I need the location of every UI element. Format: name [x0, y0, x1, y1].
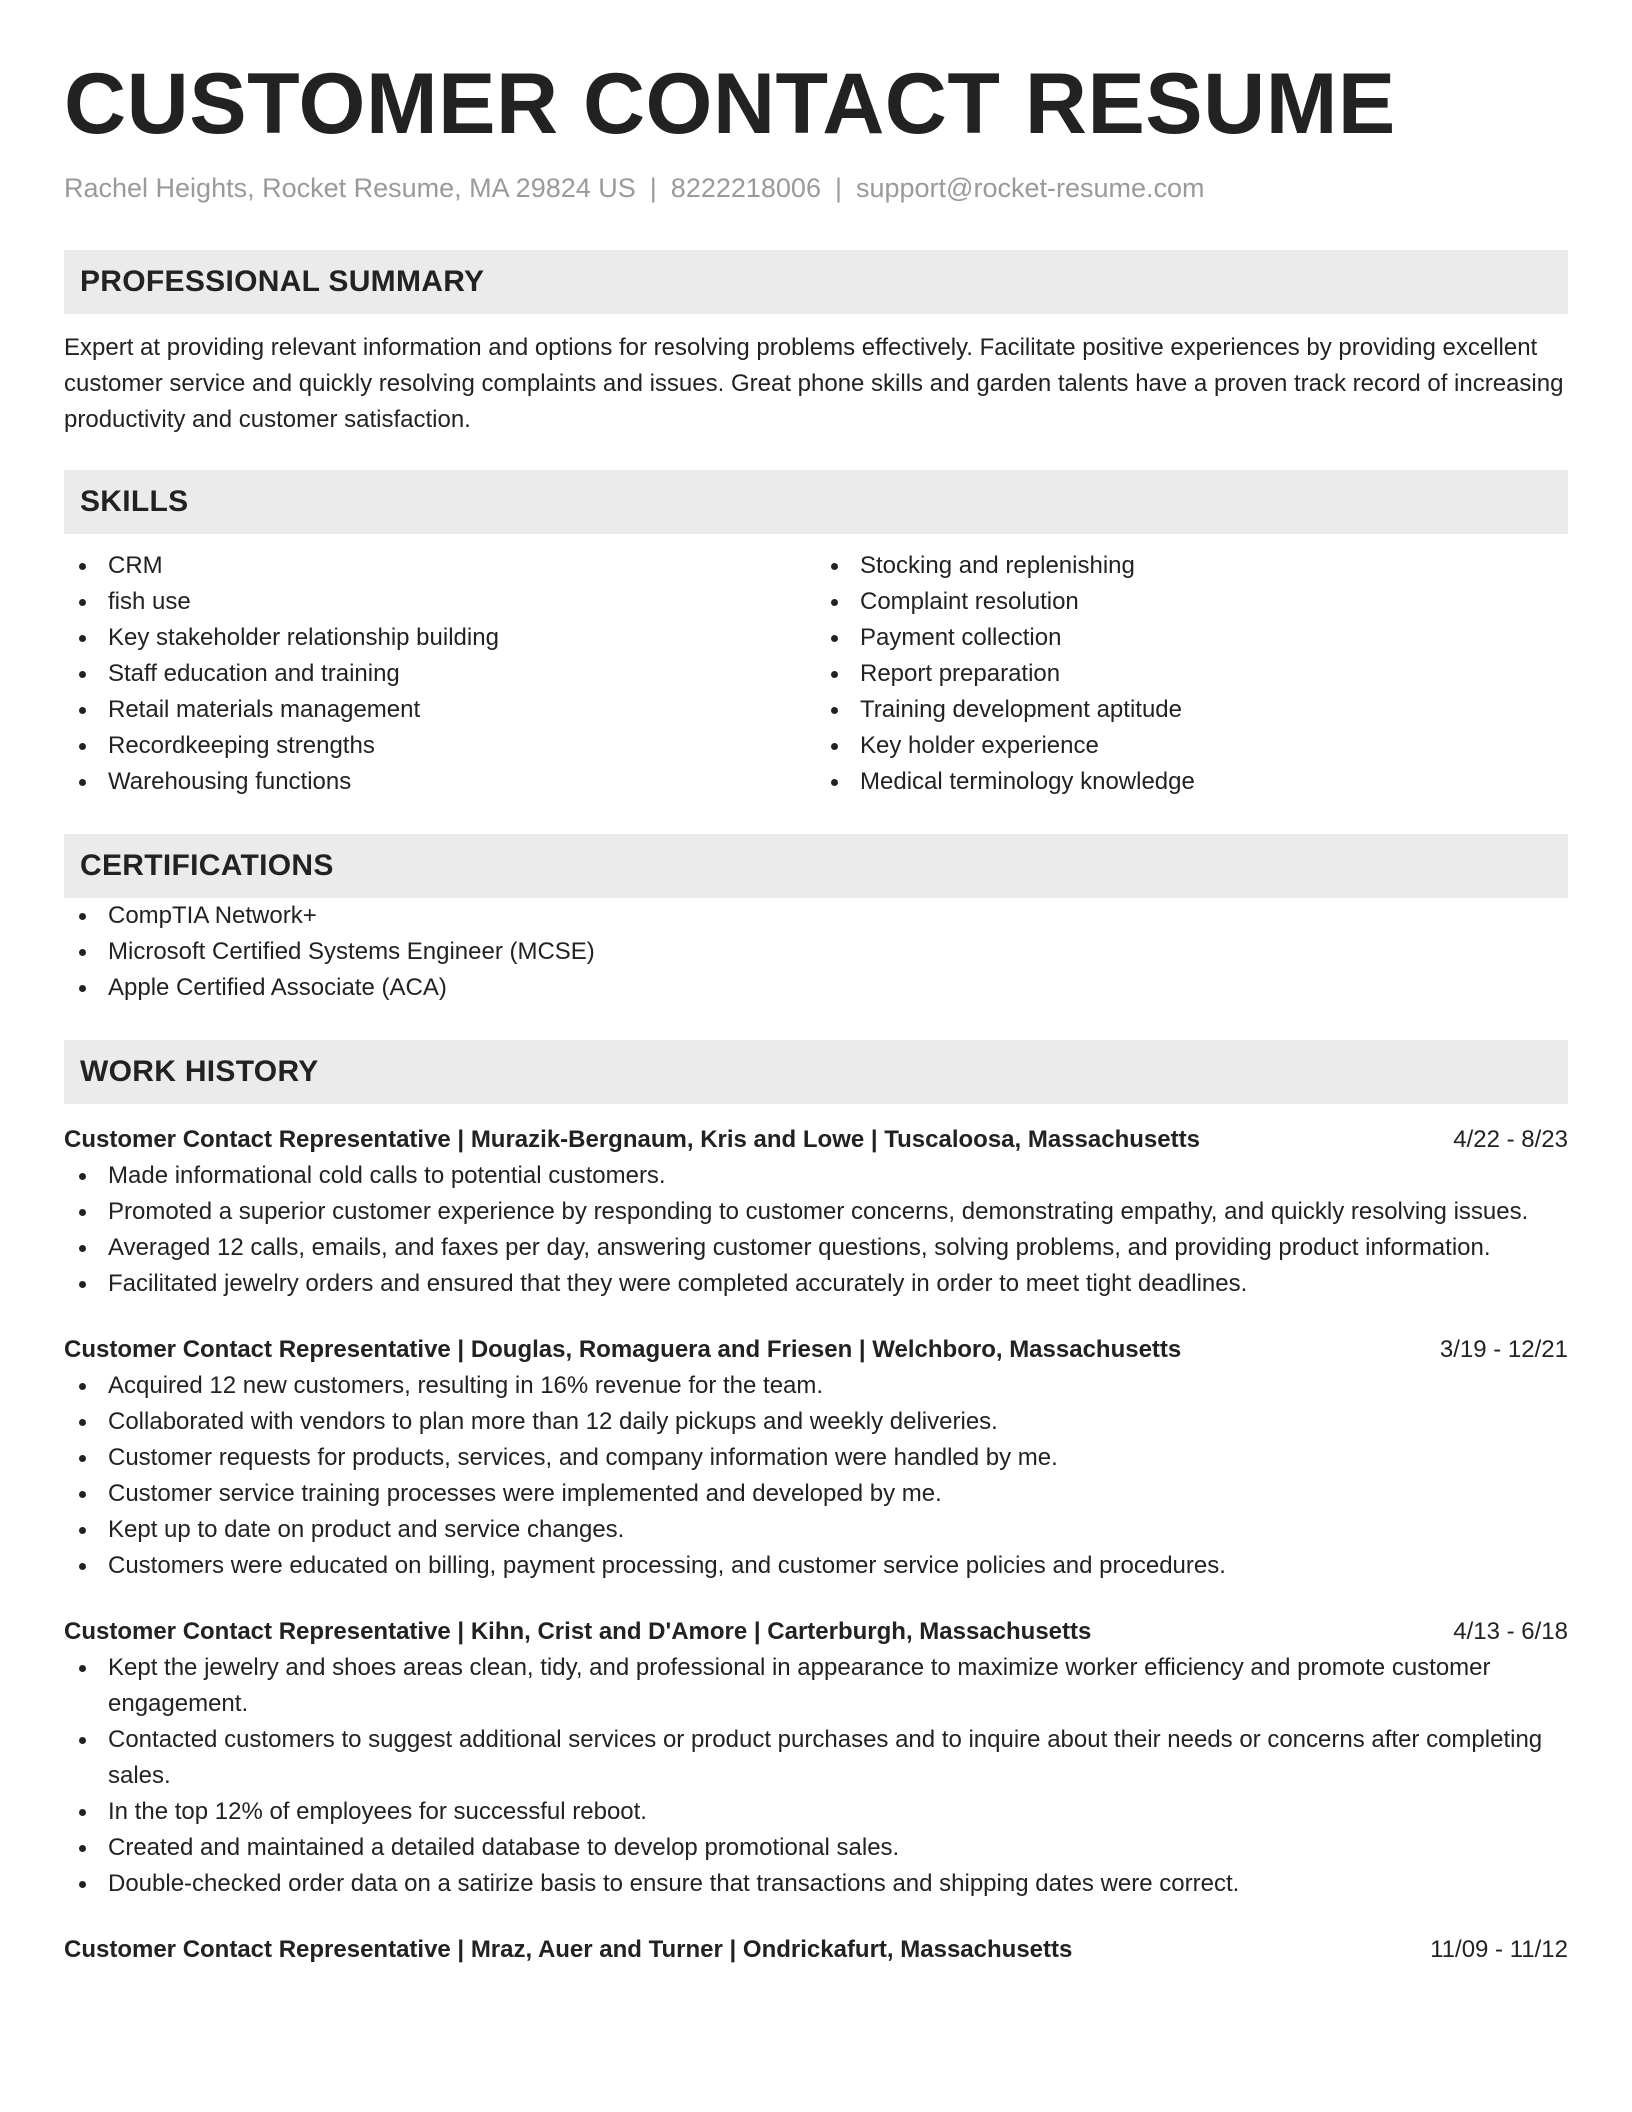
skill-item: Payment collection: [816, 620, 1568, 656]
skill-item: Recordkeeping strengths: [64, 728, 816, 764]
contact-line: [64, 170, 1568, 206]
summary-section-header: [64, 250, 1568, 314]
job-bullet: Customer service training processes were implemented and developed by me.: [64, 1476, 1568, 1512]
skills-grid: [64, 548, 1568, 800]
contact-email: support@rocket-resume.com: [855, 173, 1205, 203]
job-title: Customer Contact Representative | Mraz, Auer and Turner | Ondrickafurt, Massachusetts: [64, 1936, 1073, 1963]
job-bullet: Customer requests for products, services, and company information were handled by me.: [64, 1440, 1568, 1476]
job-bullet: Collaborated with vendors to plan more than 12 daily pickups and weekly deliveries.: [64, 1404, 1568, 1440]
certifications-list: [64, 898, 1568, 1006]
skill-item: Key stakeholder relationship building: [64, 620, 816, 656]
skill-item: Retail materials management: [64, 692, 816, 728]
job-entry: [64, 1614, 1568, 1902]
certification-item: CompTIA Network+: [64, 898, 1568, 934]
job-entry: [64, 1932, 1568, 1968]
resume-title: CUSTOMER CONTACT RESUME: [64, 56, 1396, 152]
job-dates: 4/22 - 8/23: [1453, 1126, 1568, 1153]
skill-item: Training development aptitude: [816, 692, 1568, 728]
summary-heading: PROFESSIONAL SUMMARY: [80, 265, 485, 298]
skill-item: Staff education and training: [64, 656, 816, 692]
skill-item: Medical terminology knowledge: [816, 764, 1568, 800]
job-bullet-list: [64, 1158, 1568, 1302]
job-header: [64, 1122, 1568, 1158]
job-entry: [64, 1332, 1568, 1584]
job-bullet: Kept up to date on product and service changes.: [64, 1512, 1568, 1548]
skill-item: Warehousing functions: [64, 764, 816, 800]
skills-list-left: [64, 548, 816, 800]
job-bullet: Created and maintained a detailed database to develop promotional sales.: [64, 1830, 1568, 1866]
skill-item: Report preparation: [816, 656, 1568, 692]
job-bullet: In the top 12% of employees for successful reboot.: [64, 1794, 1568, 1830]
job-bullet: Contacted customers to suggest additional services or product purchases and to inquire about their needs or concerns after completing sales.: [64, 1722, 1568, 1794]
contact-separator: |: [649, 173, 657, 203]
certifications-section-header: [64, 834, 1568, 898]
job-bullet-list: [64, 1368, 1568, 1584]
work-history-section-header: [64, 1040, 1568, 1104]
skills-heading: SKILLS: [80, 485, 189, 518]
summary-text: Expert at providing relevant information and options for resolving problems effectively. Facilitate positive experiences by providing excellent customer service and quickly resolving complaints and issues. Great phone skills and garden talents have a proven track record of increasing productivity and customer satisfaction.: [64, 334, 1564, 433]
skill-item: CRM: [64, 548, 816, 584]
skills-list-right: [816, 548, 1568, 800]
work-history-heading: WORK HISTORY: [80, 1055, 319, 1088]
job-bullet: Made informational cold calls to potential customers.: [64, 1158, 1568, 1194]
job-bullet-list: [64, 1650, 1568, 1902]
skill-item: fish use: [64, 584, 816, 620]
job-header: [64, 1332, 1568, 1368]
skill-item: Complaint resolution: [816, 584, 1568, 620]
job-header: [64, 1932, 1568, 1968]
job-title: Customer Contact Representative | Douglas, Romaguera and Friesen | Welchboro, Massachusetts: [64, 1336, 1182, 1363]
skill-item: Key holder experience: [816, 728, 1568, 764]
contact-phone: 8222218006: [670, 173, 821, 203]
job-bullet: Averaged 12 calls, emails, and faxes per day, answering customer questions, solving problems, and providing product information.: [64, 1230, 1568, 1266]
certification-item: Apple Certified Associate (ACA): [64, 970, 1568, 1006]
job-entry: [64, 1122, 1568, 1302]
job-title: Customer Contact Representative | Murazik-Bergnaum, Kris and Lowe | Tuscaloosa, Massachusetts: [64, 1126, 1200, 1153]
job-title: Customer Contact Representative | Kihn, Crist and D'Amore | Carterburgh, Massachusetts: [64, 1618, 1092, 1645]
job-dates: 11/09 - 11/12: [1430, 1936, 1568, 1963]
job-dates: 3/19 - 12/21: [1439, 1336, 1568, 1363]
contact-address: Rachel Heights, Rocket Resume, MA 29824 US: [64, 173, 636, 203]
certification-item: Microsoft Certified Systems Engineer (MCSE): [64, 934, 1568, 970]
contact-separator: |: [834, 173, 842, 203]
skills-section-header: [64, 470, 1568, 534]
skill-item: Stocking and replenishing: [816, 548, 1568, 584]
job-bullet: Promoted a superior customer experience by responding to customer concerns, demonstrating empathy, and quickly resolving issues.: [64, 1194, 1568, 1230]
job-bullet: Double-checked order data on a satirize basis to ensure that transactions and shipping dates were correct.: [64, 1866, 1568, 1902]
certifications-heading: CERTIFICATIONS: [80, 849, 334, 882]
job-bullet: Kept the jewelry and shoes areas clean, tidy, and professional in appearance to maximize worker efficiency and promote customer engagement.: [64, 1650, 1568, 1722]
job-header: [64, 1614, 1568, 1650]
job-dates: 4/13 - 6/18: [1453, 1618, 1568, 1645]
job-bullet: Customers were educated on billing, payment processing, and customer service policies and procedures.: [64, 1548, 1568, 1584]
job-bullet: Facilitated jewelry orders and ensured that they were completed accurately in order to meet tight deadlines.: [64, 1266, 1568, 1302]
job-bullet: Acquired 12 new customers, resulting in 16% revenue for the team.: [64, 1368, 1568, 1404]
